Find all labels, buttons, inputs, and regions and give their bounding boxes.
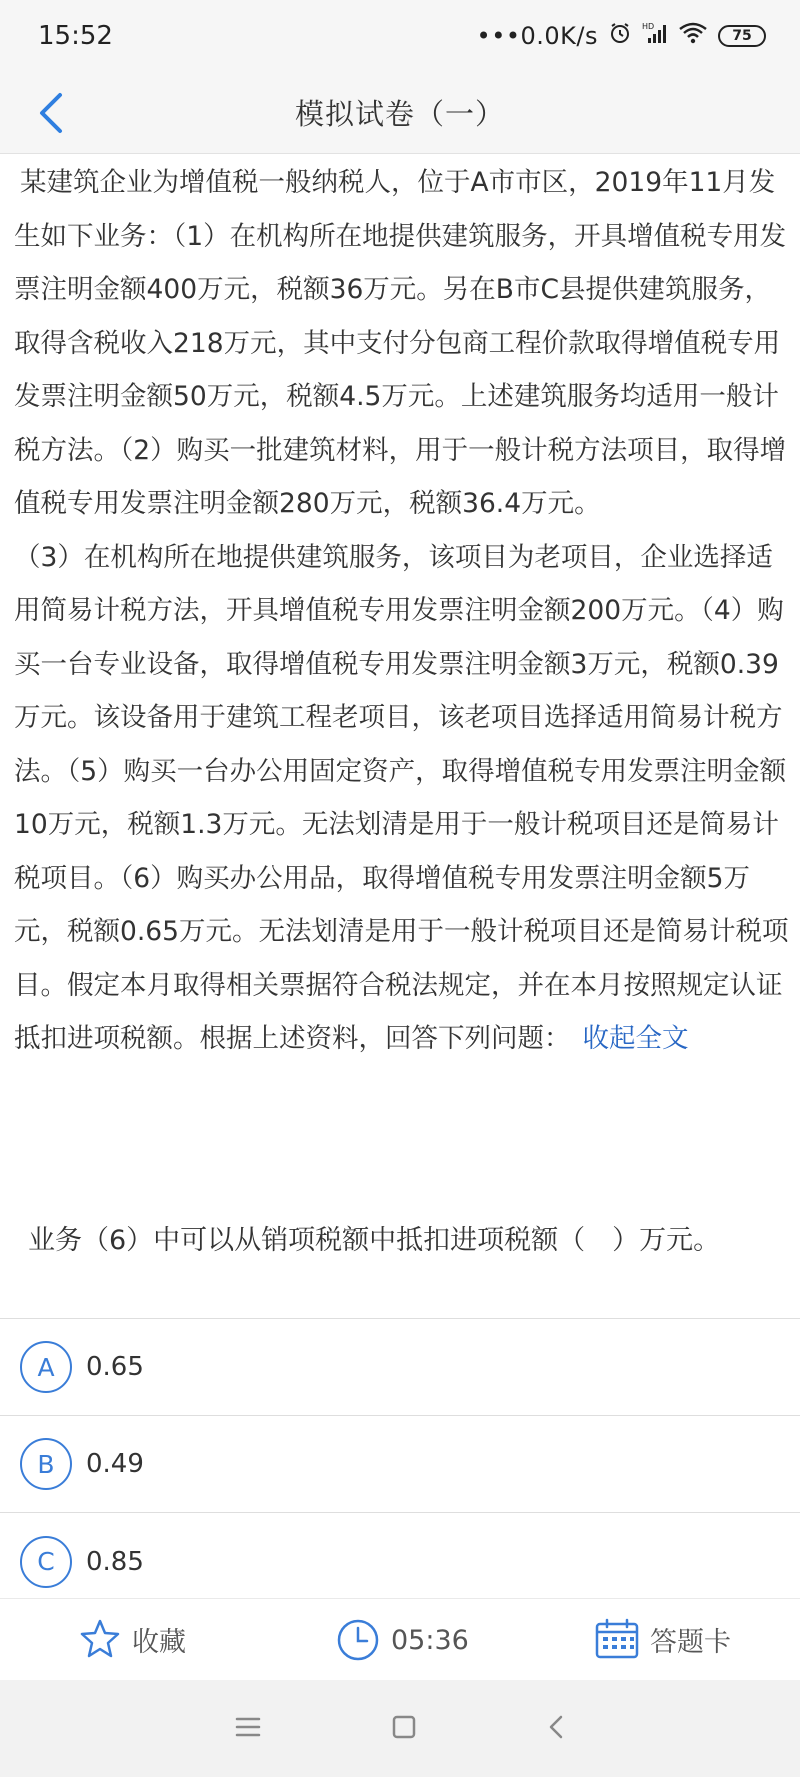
wifi-icon	[678, 21, 708, 52]
timer-value: 05:36	[391, 1624, 469, 1656]
network-speed: •••0.0K/s	[476, 22, 598, 50]
clock-icon	[335, 1617, 381, 1663]
option-b-letter: B	[20, 1438, 72, 1490]
option-b[interactable]	[0, 1416, 800, 1513]
hd-signal-icon	[642, 21, 668, 52]
system-nav-bar	[0, 1680, 800, 1777]
alarm-icon	[608, 21, 632, 52]
app-header	[0, 72, 800, 154]
passage-paragraph-2	[14, 531, 790, 1066]
option-c-value: 0.85	[86, 1546, 144, 1577]
status-bar	[0, 0, 800, 72]
answer-card-button[interactable]	[594, 1617, 731, 1661]
option-a-value: 0.65	[86, 1352, 144, 1382]
answer-card-label: 答题卡	[650, 1626, 731, 1658]
battery-icon: 75	[718, 25, 766, 47]
option-b-value: 0.49	[86, 1449, 144, 1479]
passage-paragraph-1: 某建筑企业为增值税一般纳税人，位于A市市区，2019年11月发生如下业务：（1）在机构所在地提供建筑服务，开具增值税专用发票注明金额400万元，税额36万元。另在B市C县提供建筑服务，取得含税收入218万元，其中支付分包商工程价款取得增值税专用发票注明金额50万元，税额4.5万元。上述建筑服务均适用一般计税方法。（2）购买一批建筑材料，用于一般计税方法项目，取得增值税专用发票注明金额280万元，税额36.4万元。	[14, 167, 787, 519]
answer-card-icon	[594, 1617, 640, 1661]
status-icons	[477, 21, 766, 52]
back-button[interactable]	[24, 86, 78, 140]
status-time: 15:52	[38, 21, 113, 51]
chevron-left-icon	[36, 91, 66, 135]
collapse-text-link[interactable]: 收起全文	[582, 1023, 689, 1054]
favorite-button[interactable]	[78, 1617, 186, 1661]
back-nav-icon[interactable]	[545, 1712, 567, 1746]
page-title: 模拟试卷（一）	[294, 97, 505, 131]
option-a-letter: A	[20, 1341, 72, 1393]
timer-button[interactable]	[335, 1617, 469, 1663]
bottom-toolbar	[0, 1598, 800, 1680]
svg-text:HD: HD	[642, 21, 655, 31]
star-icon	[78, 1617, 122, 1661]
home-icon[interactable]	[390, 1713, 418, 1745]
option-c[interactable]	[0, 1513, 800, 1610]
option-c-letter: C	[20, 1536, 72, 1588]
favorite-label: 收藏	[132, 1626, 186, 1658]
question-passage	[14, 156, 790, 1066]
question-stem	[14, 1214, 790, 1268]
passage-paragraph-2-text: （3）在机构所在地提供建筑服务，该项目为老项目，企业选择适用简易计税方法，开具增值税专用发票注明金额200万元。（4）购买一台专业设备，取得增值税专用发票注明金额3万元，税额0.39万元。该设备用于建筑工程老项目，该老项目选择适用简易计税方法。（5）购买一台办公用固定资产，取得增值税专用发票注明金额10万元，税额1.3万元。无法划清是用于一般计税项目还是简易计税项目。（6）购买办公用品，取得增值税专用发票注明金额5万元，税额0.65万元。无法划清是用于一般计税项目还是简易计税项目。假定本月取得相关票据符合税法规定，并在本月按照规定认证抵扣进项税额。根据上述资料，回答下列问题：	[14, 541, 789, 1054]
option-a[interactable]	[0, 1319, 800, 1416]
question-text: 业务（6）中可以从销项税额中抵扣进项税额（ ）万元。	[28, 1225, 721, 1256]
answer-options	[0, 1318, 800, 1610]
menu-icon[interactable]	[233, 1714, 263, 1744]
